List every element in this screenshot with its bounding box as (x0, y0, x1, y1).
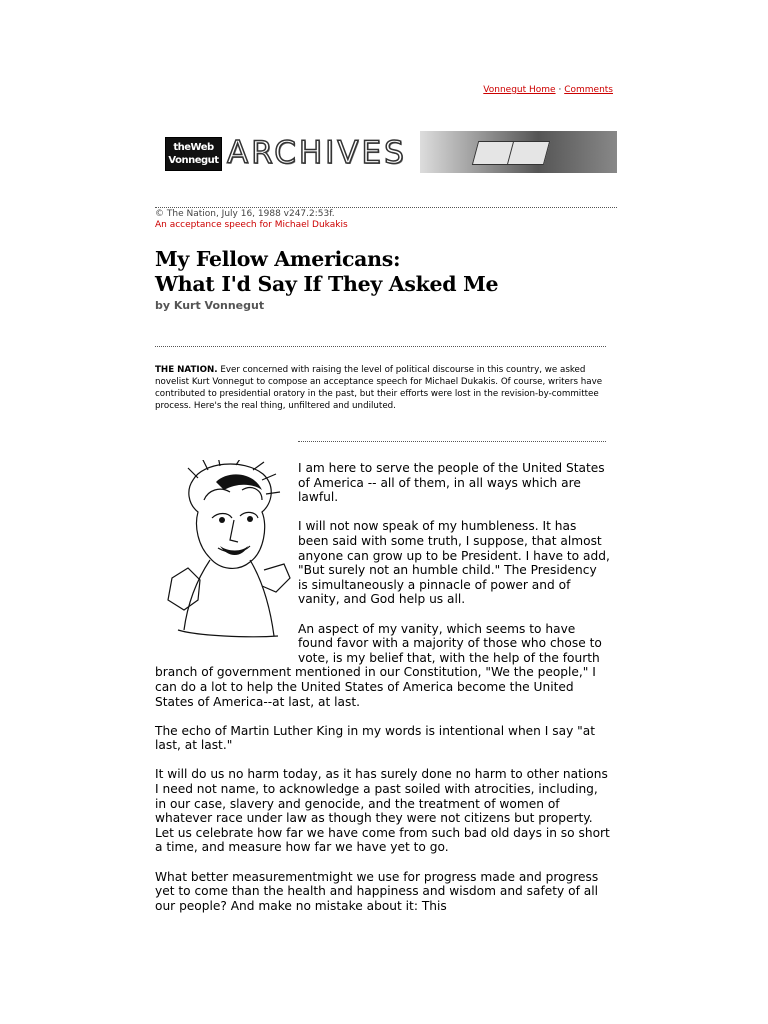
article-meta (155, 209, 348, 231)
speech-paragraph (155, 622, 610, 710)
byline: by Kurt Vonnegut (155, 299, 265, 312)
banner-book-image (420, 131, 617, 173)
article-subtitle: An acceptance speech for Michael Dukakis (155, 220, 348, 230)
divider-intro (298, 441, 606, 442)
archives-banner (155, 131, 617, 173)
top-nav (155, 85, 613, 95)
speech-paragraph-text: An aspect of my vanity, which seems to have found favor with a majority of those who chose to vote, is my belief that, with the help of the fourth branch of government mentioned in our Constitution, "We the people," I can do a lot to help the United States of America become the United States of America--at last, at last. (155, 621, 602, 709)
speech-paragraph: The echo of Martin Luther King in my words is intentional when I say "at last, at last." (155, 723, 596, 753)
archives-wordmark: ARCHIVES (227, 135, 407, 171)
nav-separator: · (558, 85, 562, 95)
speech-paragraph: What better measurementmight we use for progress made and progress yet to come than the health and happiness and wisdom and safety of all our people? And make no mistake about it: This (155, 869, 599, 913)
title-line-1: My Fellow Americans: (155, 247, 401, 271)
intro-text: Ever concerned with raising the level of political discourse in this country, we asked novelist Kurt Vonnegut to compose an acceptance speech for Michael Dukakis. Of course, writers have contributed to presidential oratory in the past, but their efforts were lost in the revision-by-committee process. Here's the real thing, unfiltered and undiluted. (155, 365, 603, 411)
speech-paragraph: It will do us no harm today, as it has surely done no harm to other nations I need not name, to acknowledge a past soiled with atrocities, including, in our case, slavery and genocide, and the treatment of women of whatever race under law as though they were not citizens but property. Let us celebrate how far we have come from such bad old days in so short a time, and measure how far we have yet to go. (155, 767, 610, 855)
logo-line-2: Vonnegut (168, 155, 219, 166)
open-book-icon (472, 141, 550, 165)
vonnegut-home-link[interactable]: Vonnegut Home (483, 85, 556, 95)
illustration-wrap-spacer (155, 622, 298, 665)
intro-blurb (155, 364, 610, 412)
article-title (155, 247, 498, 297)
speech-body (155, 461, 610, 928)
web-vonnegut-logo[interactable] (165, 137, 222, 171)
comments-link[interactable]: Comments (564, 85, 613, 95)
divider-top (155, 207, 617, 208)
logo-line-1: theWeb (173, 142, 214, 153)
speech-paragraph: I will not now speak of my humbleness. It has been said with some truth, I suppose, that almost anyone can grow up to be President. I have to add, "But surely not an humble child." The Presidency is simultaneously a pinnacle of power and of vanity, and God help us all. (298, 519, 610, 607)
intro-lead: THE NATION. (155, 365, 218, 375)
speech-paragraph: I am here to serve the people of the United States of America -- all of them, in all ways which are lawful. (298, 461, 605, 505)
divider-byline (155, 346, 606, 347)
title-line-2: What I'd Say If They Asked Me (155, 272, 499, 296)
copyright-line: © The Nation, July 16, 1988 v247.2:53f. (155, 209, 335, 219)
